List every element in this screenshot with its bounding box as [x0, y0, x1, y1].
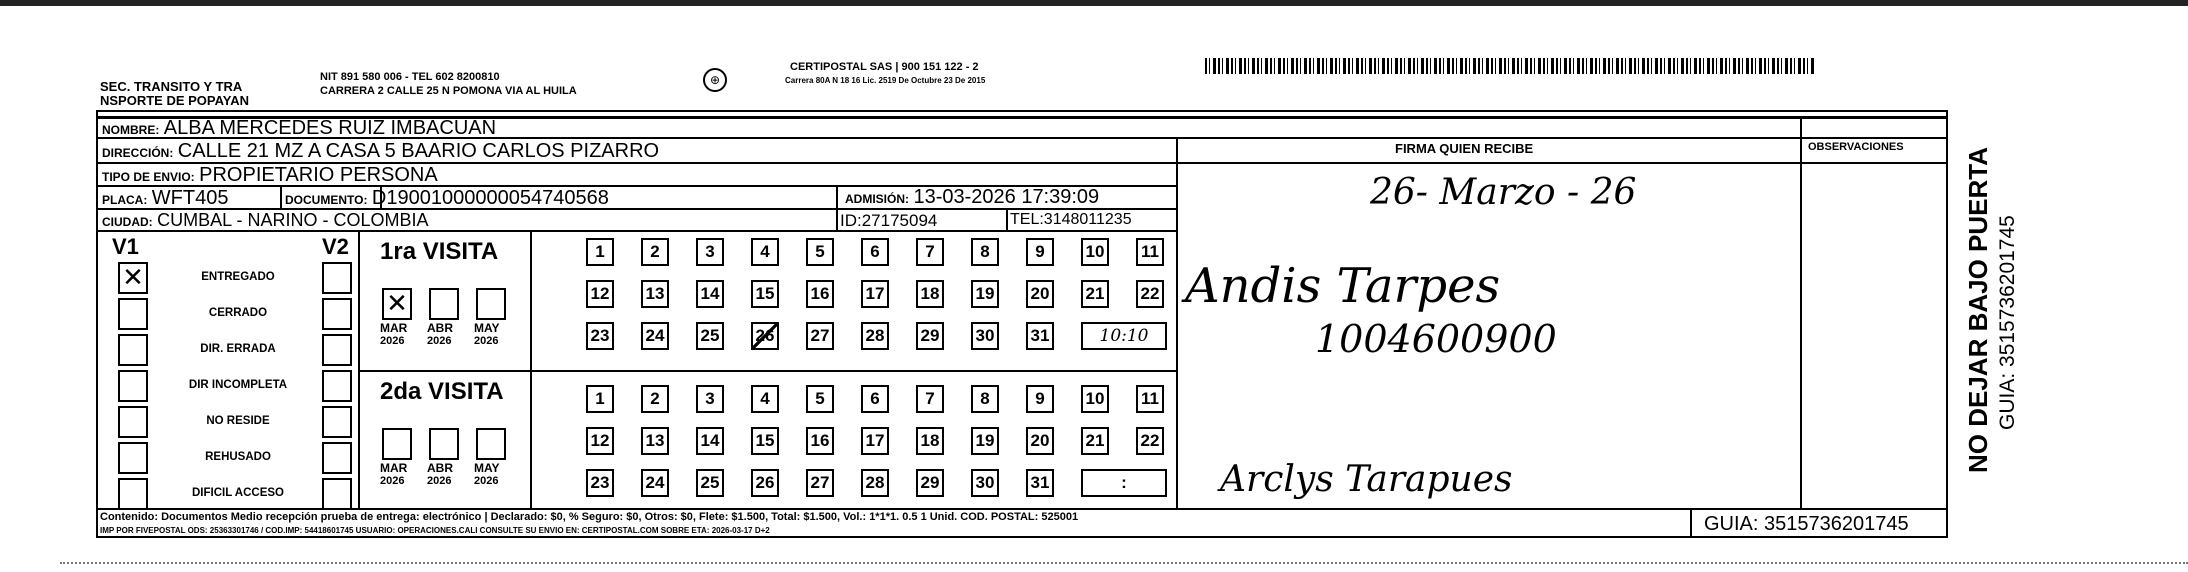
second-visit-day-cell[interactable]: 2 [641, 385, 669, 413]
first-visit-day-cell[interactable]: 26 [751, 322, 779, 350]
month-label: MAY [474, 321, 500, 335]
status-v1-checkbox[interactable] [118, 442, 148, 474]
second-visit-day-cell[interactable]: 15 [751, 427, 779, 455]
status-label: DIFICIL ACCESO [191, 487, 284, 499]
second-visit-time-box[interactable]: : [1081, 469, 1167, 497]
second-visit-day-cell[interactable]: 25 [696, 469, 724, 497]
status-v2-checkbox[interactable] [322, 298, 352, 330]
first-visit-day-cell[interactable]: 21 [1081, 280, 1109, 308]
first-visit-day-cell[interactable]: 29 [916, 322, 944, 350]
second-visit-day-cell[interactable]: 9 [1026, 385, 1054, 413]
carrier-logo-icon: ⊕ [703, 68, 727, 92]
admission-datetime: 13-03-2026 17:39:09 [913, 186, 1100, 208]
first-visit-day-cell[interactable]: 8 [971, 238, 999, 266]
first-visit-day-cell[interactable]: 2 [641, 238, 669, 266]
second-visit-day-cell[interactable]: 30 [971, 469, 999, 497]
status-v2-checkbox[interactable] [322, 406, 352, 438]
second-visit-day-cell[interactable]: 1 [586, 385, 614, 413]
status-label: NO RESIDE [206, 415, 270, 427]
first-visit-day-cell[interactable]: 11 [1136, 238, 1164, 266]
year-label: 2026 [427, 335, 452, 347]
v1-header: V1 [112, 234, 139, 259]
second-visit-month-checkbox[interactable] [382, 428, 412, 460]
document-label: DOCUMENTO: [285, 193, 368, 207]
second-visit-title: 2da VISITA [380, 378, 504, 405]
status-v1-checkbox[interactable] [118, 478, 148, 510]
address-label: DIRECCIÓN: [102, 146, 174, 160]
status-v2-checkbox[interactable] [322, 442, 352, 474]
year-label: 2026 [380, 335, 405, 347]
first-visit-day-cell[interactable]: 7 [916, 238, 944, 266]
handwritten-date: 26- Marzo - 26 [1370, 172, 1637, 213]
year-label: 2026 [474, 475, 499, 487]
scan-top-edge [0, 0, 2188, 6]
status-label: CERRADO [208, 307, 268, 319]
second-visit-day-cell[interactable]: 22 [1136, 427, 1164, 455]
second-visit-day-cell[interactable]: 6 [861, 385, 889, 413]
first-visit-day-cell[interactable]: 27 [806, 322, 834, 350]
shipment-type-label: TIPO DE ENVIO: [102, 170, 195, 184]
second-visit-day-cell[interactable]: 31 [1026, 469, 1054, 497]
second-visit-day-cell[interactable]: 29 [916, 469, 944, 497]
recipient-signature: Andis Tarpes [1185, 258, 1501, 314]
footer-guide-number: GUIA: 3515736201745 [1704, 513, 1909, 535]
second-visit-day-cell[interactable]: 5 [806, 385, 834, 413]
second-visit-day-cell[interactable]: 19 [971, 427, 999, 455]
second-visit-day-cell[interactable]: 13 [641, 427, 669, 455]
status-label: DIR INCOMPLETA [188, 379, 288, 391]
year-label: 2026 [474, 335, 499, 347]
status-v1-checkbox[interactable] [118, 334, 148, 366]
first-visit-day-cell[interactable]: 13 [641, 280, 669, 308]
second-visit-day-cell[interactable]: 24 [641, 469, 669, 497]
side-guide-number: GUIA: 3515736201745 [1996, 215, 2019, 430]
second-visit-day-cell[interactable]: 10 [1081, 385, 1109, 413]
second-visit-day-cell[interactable]: 16 [806, 427, 834, 455]
first-visit-day-cell[interactable]: 17 [861, 280, 889, 308]
no-dejar-bajo-puerta: NO DEJAR BAJO PUERTA [1963, 146, 1993, 473]
month-label: MAY [474, 461, 500, 475]
first-visit-day-cell[interactable]: 5 [806, 238, 834, 266]
status-v1-checkbox[interactable]: ✕ [118, 262, 148, 294]
shipment-type: PROPIETARIO PERSONA [199, 164, 438, 186]
second-visit-day-cell[interactable]: 11 [1136, 385, 1164, 413]
barcode [1205, 58, 1815, 74]
first-visit-day-cell[interactable]: 1 [586, 238, 614, 266]
first-visit-day-cell[interactable]: 15 [751, 280, 779, 308]
second-visit-month-checkbox[interactable] [476, 428, 506, 460]
second-visit-day-cell[interactable]: 12 [586, 427, 614, 455]
second-visit-day-cell[interactable]: 3 [696, 385, 724, 413]
first-visit-day-cell[interactable]: 22 [1136, 280, 1164, 308]
name-label: NOMBRE: [102, 123, 160, 137]
handwritten-name: Arclys Tarapues [1220, 459, 1513, 500]
signature-header: FIRMA QUIEN RECIBE [1395, 141, 1534, 156]
admission-label: ADMISIÓN: [845, 192, 909, 206]
status-label: REHUSADO [205, 451, 271, 463]
scan-bottom-edge [60, 562, 2188, 567]
second-visit-day-cell[interactable]: 27 [806, 469, 834, 497]
second-visit-day-cell[interactable]: 21 [1081, 427, 1109, 455]
first-visit-day-cell[interactable]: 4 [751, 238, 779, 266]
first-visit-day-cell[interactable]: 3 [696, 238, 724, 266]
status-v2-checkbox[interactable] [322, 262, 352, 294]
month-label: MAR [380, 321, 408, 335]
first-visit-day-cell[interactable]: 25 [696, 322, 724, 350]
plate: WFT405 [151, 187, 229, 209]
print-info: IMP POR FIVEPOSTAL ODS: 25363301746 / COD.IMP: 54418601745 USUARIO: OPERACIONES.CALI CONSULTE SU ENVIO EN: CERTIPOSTAL.COM SOBRE ETA: 2026-03-17 D+2 [100, 526, 770, 535]
status-v2-checkbox[interactable] [322, 478, 352, 510]
status-v2-checkbox[interactable] [322, 334, 352, 366]
second-visit-day-cell[interactable]: 26 [751, 469, 779, 497]
year-label: 2026 [380, 475, 405, 487]
sender-name-line2: NSPORTE DE POPAYAN [100, 93, 250, 108]
observations-header: OBSERVACIONES [1808, 141, 1904, 153]
carrier-resolution: Carrera 80A N 18 16 Lic. 2519 De Octubre 23 De 2015 [785, 76, 986, 85]
content-declaration: Contenido: Documentos Medio recepción prueba de entrega: electrónico | Declarado: $0, % Seguro: $0, Otros: $0, Flete: $1.500, Total: $1.500, Vol.: 1*1*1. 0.5 1 Unid. COD. POSTAL: 525001 [100, 511, 1079, 523]
first-visit-month-checkbox[interactable]: ✕ [382, 288, 412, 320]
status-label: ENTREGADO [201, 271, 275, 283]
first-visit-month-checkbox[interactable] [429, 288, 459, 320]
first-visit-day-cell[interactable]: 19 [971, 280, 999, 308]
first-visit-day-cell[interactable]: 10 [1081, 238, 1109, 266]
first-visit-time-box[interactable]: 10:10 [1081, 322, 1167, 350]
month-label: ABR [427, 321, 453, 335]
status-v2-checkbox[interactable] [322, 370, 352, 402]
sender-address: CARRERA 2 CALLE 25 N POMONA VIA AL HUILA [320, 85, 577, 97]
month-label: ABR [427, 461, 453, 475]
second-visit-day-cell[interactable]: 18 [916, 427, 944, 455]
second-visit-month-checkbox[interactable] [429, 428, 459, 460]
second-visit-day-cell[interactable]: 17 [861, 427, 889, 455]
city-label: CIUDAD: [102, 215, 153, 229]
handwritten-id-number: 1004600900 [1315, 317, 1557, 361]
document-number: D19001000000054740568 [371, 187, 609, 209]
second-visit-day-cell[interactable]: 28 [861, 469, 889, 497]
first-visit-day-cell[interactable]: 16 [806, 280, 834, 308]
sender-name-line1: SEC. TRANSITO Y TRA [100, 79, 243, 94]
first-visit-day-cell[interactable]: 20 [1026, 280, 1054, 308]
second-visit-day-cell[interactable]: 14 [696, 427, 724, 455]
first-visit-day-cell[interactable]: 6 [861, 238, 889, 266]
first-visit-day-cell[interactable]: 30 [971, 322, 999, 350]
city: CUMBAL - NARINO - COLOMBIA [157, 210, 429, 230]
first-visit-day-cell[interactable]: 31 [1026, 322, 1054, 350]
second-visit-day-cell[interactable]: 20 [1026, 427, 1054, 455]
first-visit-day-cell[interactable]: 28 [861, 322, 889, 350]
second-visit-day-cell[interactable]: 4 [751, 385, 779, 413]
status-v1-checkbox[interactable] [118, 406, 148, 438]
first-visit-month-checkbox[interactable] [476, 288, 506, 320]
sender-nit: NIT 891 580 006 - TEL 602 8200810 [320, 71, 500, 83]
recipient-name: ALBA MERCEDES RUIZ IMBACUAN [163, 117, 497, 139]
status-label: DIR. ERRADA [200, 343, 276, 355]
month-label: MAR [380, 461, 408, 475]
year-label: 2026 [427, 475, 452, 487]
recipient-address: CALLE 21 MZ A CASA 5 BAARIO CARLOS PIZARRO [177, 140, 660, 162]
first-visit-day-cell[interactable]: 24 [641, 322, 669, 350]
second-visit-day-cell[interactable]: 23 [586, 469, 614, 497]
status-v1-checkbox[interactable] [118, 370, 148, 402]
recipient-phone: TEL:3148011235 [1010, 211, 1132, 228]
status-v1-checkbox[interactable] [118, 298, 148, 330]
first-visit-day-cell[interactable]: 9 [1026, 238, 1054, 266]
first-visit-day-cell[interactable]: 23 [586, 322, 614, 350]
v2-header: V2 [322, 234, 349, 259]
first-visit-day-cell[interactable]: 12 [586, 280, 614, 308]
carrier-name: CERTIPOSTAL SAS | 900 151 122 - 2 [790, 61, 979, 73]
recipient-id: ID:27175094 [840, 211, 938, 230]
second-visit-day-cell[interactable]: 8 [971, 385, 999, 413]
first-visit-title: 1ra VISITA [380, 238, 499, 265]
plate-label: PLACA: [102, 193, 148, 207]
second-visit-day-cell[interactable]: 7 [916, 385, 944, 413]
first-visit-day-cell[interactable]: 14 [696, 280, 724, 308]
first-visit-day-cell[interactable]: 18 [916, 280, 944, 308]
